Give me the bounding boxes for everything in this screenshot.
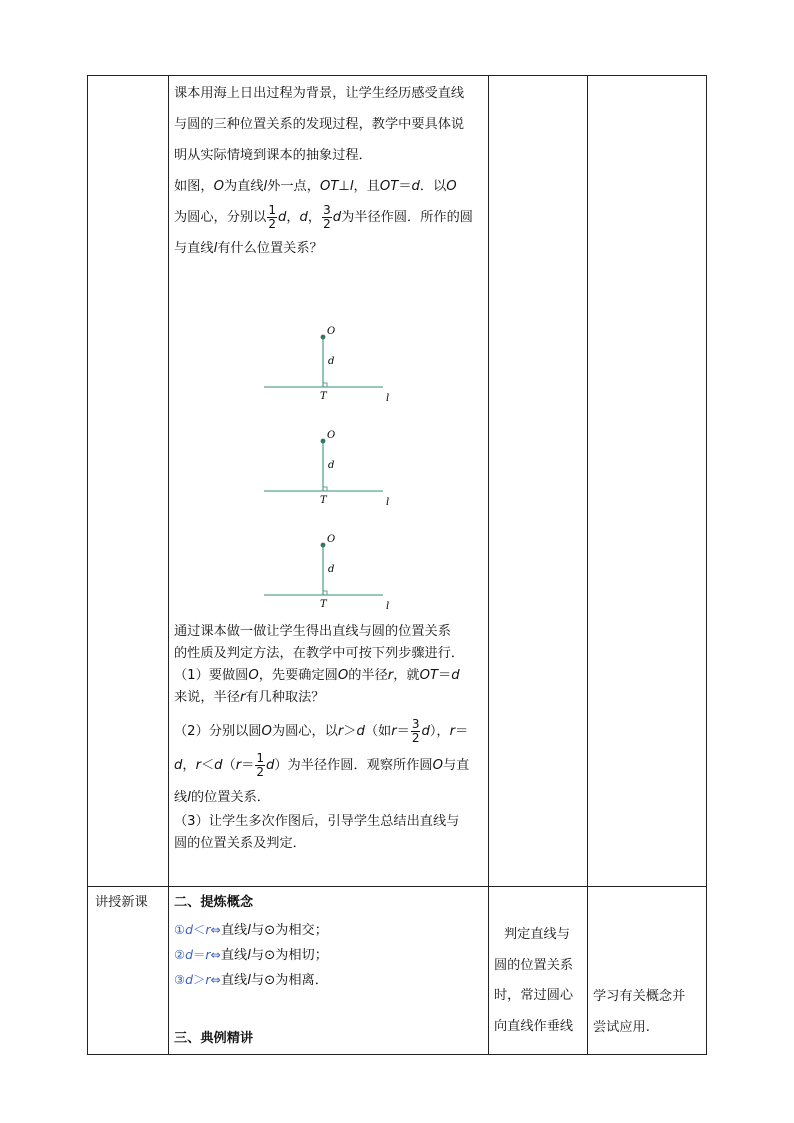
label-O: O bbox=[327, 326, 336, 337]
label-T: T bbox=[320, 391, 327, 402]
text-line: 尝试应用. bbox=[593, 1020, 650, 1035]
label-d: d bbox=[328, 564, 335, 575]
table-col-border-2 bbox=[168, 75, 169, 1055]
label-d: d bbox=[328, 460, 335, 471]
student-activity bbox=[593, 981, 705, 1043]
fraction-three-halves: $\frac{3}{2}$ bbox=[323, 202, 331, 231]
text-line: 明从实际情境到课本的抽象过程． bbox=[174, 148, 372, 163]
text-line: （3）让学生多次作图后，引导学生总结出直线与 bbox=[174, 814, 460, 829]
label-l: l bbox=[386, 393, 390, 404]
table-col-border-4 bbox=[587, 75, 588, 1055]
question-line-3: 与直线l有什么位置关系？ bbox=[174, 241, 323, 256]
label-l: l bbox=[386, 497, 390, 508]
steps-text bbox=[174, 621, 484, 855]
geometry-figures bbox=[257, 320, 397, 620]
step-2-line-3: 线l的位置关系． bbox=[174, 790, 270, 805]
table-col-border-1 bbox=[87, 75, 88, 1055]
text-line: 时，常过圆心 bbox=[494, 988, 574, 1003]
figure-2 bbox=[264, 430, 389, 508]
table-col-border-3 bbox=[488, 75, 489, 1055]
concept-tangent: ②d＝r⇔直线l与⊙为相切； bbox=[174, 947, 328, 963]
concept-separate: ③d＞r⇔直线l与⊙为相离． bbox=[174, 972, 328, 988]
teaching-tip bbox=[494, 920, 584, 1042]
table-bottom-border bbox=[87, 1054, 707, 1055]
text-line: 判定直线与 bbox=[504, 927, 570, 942]
table-col-border-5 bbox=[706, 75, 707, 1055]
concept-intersect: ①d＜r⇔直线l与⊙为相交； bbox=[174, 922, 328, 938]
concept-section bbox=[174, 888, 484, 1051]
label-O: O bbox=[327, 534, 336, 545]
point-O bbox=[321, 543, 326, 548]
text-line: 的性质及判定方法，在教学中可按下列步骤进行． bbox=[174, 646, 465, 661]
table-row-divider bbox=[87, 886, 707, 887]
teach-new-label: 讲授新课 bbox=[95, 895, 148, 910]
label-O: O bbox=[327, 430, 336, 441]
lesson-table bbox=[87, 75, 707, 1055]
step-1-line-1: （1）要做圆O，先要确定圆O的半径r，就OT＝d bbox=[174, 668, 460, 683]
text-line: 与圆的三种位置关系的发现过程，教学中要具体说 bbox=[174, 117, 465, 132]
step-1-line-2: 来说，半径r有几种取法？ bbox=[174, 690, 325, 705]
question-line-1: 如图，O为直线l外一点，OT⊥l，且OT＝d．以O bbox=[174, 179, 457, 194]
fraction-half: $\frac{1}{2}$ bbox=[256, 750, 264, 779]
label-T: T bbox=[320, 495, 327, 506]
section-title: 三、典例精讲 bbox=[174, 1031, 254, 1046]
text-line: 向直线作垂线 bbox=[494, 1018, 574, 1034]
label-T: T bbox=[320, 599, 327, 610]
text-line: 圆的位置关系 bbox=[494, 957, 574, 973]
step-2-line-1: （2）分别以圆O为圆心，以r＞d（如r＝ $\frac{3}{2}$ d），r＝ bbox=[174, 716, 469, 745]
step-2-line-2: d，r＜d（r＝ $\frac{1}{2}$ d）为半径作圆．观察所作圆O与直 bbox=[174, 750, 470, 779]
fraction-half: $\frac{1}{2}$ bbox=[268, 202, 276, 231]
text-line: 通过课本做一做让学生得出直线与圆的位置关系 bbox=[174, 624, 451, 639]
point-O bbox=[321, 335, 326, 340]
fraction-three-halves: $\frac{3}{2}$ bbox=[411, 716, 420, 745]
text-line: 课本用海上日出过程为背景，让学生经历感受直线 bbox=[174, 86, 465, 101]
point-O bbox=[321, 439, 326, 444]
figure-1 bbox=[264, 326, 389, 404]
figure-3 bbox=[264, 534, 389, 612]
section-title: 二、提炼概念 bbox=[174, 895, 254, 910]
text-line: 学习有关概念并 bbox=[593, 989, 686, 1004]
question-line-2: 为圆心，分别以 $\frac{1}{2}$ d，d， $\frac{3}{2}$ d为半径作圆．所作的圆 bbox=[174, 202, 473, 231]
intro-text bbox=[174, 78, 484, 264]
label-d: d bbox=[328, 356, 335, 367]
text-line: 圆的位置关系及判定． bbox=[174, 836, 306, 851]
table-top-border bbox=[87, 75, 707, 76]
label-l: l bbox=[386, 601, 390, 612]
